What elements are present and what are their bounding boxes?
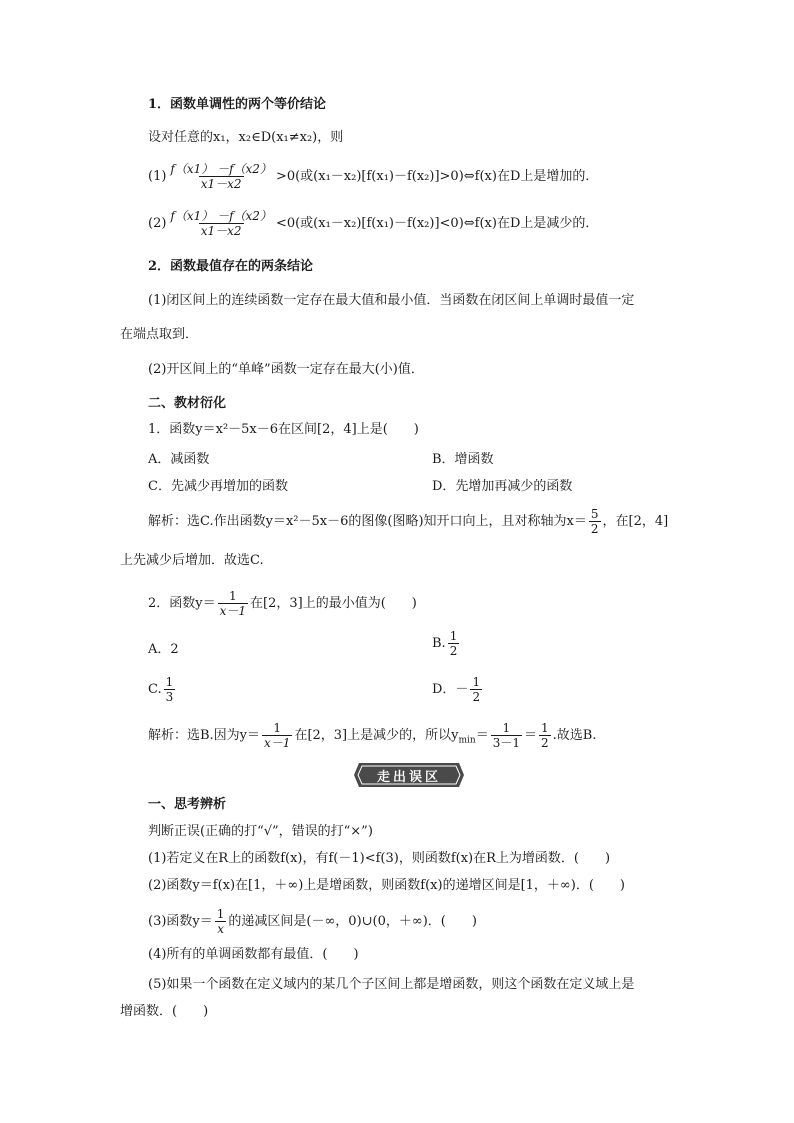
judgment-5b: 增函数．( ) [120,1004,209,1019]
eq1-fraction [168,163,274,190]
section-1-title: 1．函数单调性的两个等价结论 [148,97,327,112]
q1-axis-fraction [589,508,601,535]
j3-numerator: 1 [216,907,225,921]
equivalence-1 [148,163,598,190]
judgment-1: (1)若定义在R上的函数f(x)，有f(－1)<f(3)，则函数f(x)在R上为增函数．( ) [148,851,611,866]
judgment-3 [148,908,477,935]
q1-axis-denominator: 2 [590,522,599,536]
q1-axis-numerator: 5 [590,507,599,521]
q2-denominator: x－1 [219,604,247,618]
question-2 [148,590,417,617]
q2-sol-fraction-3 [539,722,551,749]
q2-numerator: 1 [229,589,237,603]
section-2-paragraph-2: (2)开区间上的“单峰”函数一定存在最大(小)值． [148,362,424,377]
q2-text-b: 在[2，3]上的最小值为( ) [250,596,417,611]
question-1-option-d: D．先增加再减少的函数 [432,479,573,494]
q2-sol-f2-numerator: 1 [502,721,511,735]
judgment-5a: (5)如果一个函数在定义域内的某几个子区间上都是增函数，则这个函数在定义域上是 [148,977,635,992]
q2-c-numerator: 1 [165,675,174,689]
j3-fraction [215,908,227,935]
j3-denominator: x [217,922,224,936]
q1-solution-text: 解析：选C.作出函数y＝x²－5x－6的图像(图略)知开口向上，且对称轴为x＝ [148,514,587,529]
q2-c-fraction [164,676,176,703]
section-4-title: 一、思考辨析 [148,797,227,812]
eq2-numerator: f（x1） －f（x2） [170,209,272,223]
section-2-title: 2．函数最值存在的两条结论 [148,259,314,274]
q2-sol-subscript: min [458,735,476,746]
eq1-denominator: x1－x2 [200,177,242,191]
q2-d-fraction [470,676,482,703]
q2-sol-text-e: .故选B. [552,728,597,743]
q2-c-denominator: 3 [165,690,174,704]
equivalence-2 [148,210,598,237]
q2-b-numerator: 1 [449,629,458,643]
eq2-prefix: (2) [148,216,167,231]
q2-sol-fraction-1 [262,722,292,749]
q2-b-denominator: 2 [449,644,458,658]
judgment-4: (4)所有的单调函数都有最值．( ) [148,947,359,962]
section-2-paragraph-1b: 在端点取到． [120,327,199,342]
q2-text-a: 2．函数y＝ [148,596,216,611]
j3-text-a: (3)函数y＝ [148,914,213,929]
q2-sol-fraction-2 [491,722,522,749]
q2-sol-text-a: 解析：选B.因为y＝ [148,728,261,743]
section-1-intro: 设对任意的x₁，x₂∈D(x₁≠x₂)，则 [148,130,344,145]
q2-sol-f1-numerator: 1 [273,721,282,735]
eq1-rest: >0(或(x₁－x₂)[f(x₁)－f(x₂)]>0)⇔f(x)在D上是增加的． [275,169,599,184]
question-1-solution-line-1 [148,508,668,535]
eq2-rest: <0(或(x₁－x₂)[f(x₁)－f(x₂)]<0)⇔f(x)在D上是减少的． [275,216,599,231]
section-2-paragraph-1a: (1)闭区间上的连续函数一定存在最大值和最小值．当函数在闭区间上单调时最值一定 [148,293,635,308]
section-3-title: 二、教材衍化 [148,396,227,411]
question-2-option-a: A．2 [148,642,179,657]
section-4-intro: 判断正误(正确的打“√”，错误的打“×”) [148,824,373,839]
eq1-prefix: (1) [148,169,167,184]
q2-b-fraction [448,630,460,657]
banner-label: 走出误区 [376,769,441,785]
q1-solution-interval: ，在[2，4] [602,514,669,529]
q2-sol-f2-denominator: 3－1 [492,736,520,750]
q2-b-label: B. [432,636,446,651]
q2-d-label: D．－ [432,682,469,697]
question-1-option-c: C．先减少再增加的函数 [148,479,288,494]
q2-fraction [218,590,248,617]
q2-sol-f1-denominator: x－1 [264,736,291,750]
j3-text-b: 的递减区间是(－∞，0)∪(0，＋∞)．( ) [228,914,477,929]
q2-c-label: C. [148,682,162,697]
q2-sol-f3-numerator: 1 [541,721,549,735]
eq2-fraction [168,210,274,237]
question-2-option-c [148,676,177,703]
question-2-solution [148,722,596,752]
q2-sol-f3-denominator: 2 [541,736,549,750]
question-1-solution-line-2: 上先减少后增加．故选C. [120,553,264,568]
judgment-2: (2)函数y＝f(x)在[1，＋∞)上是增函数，则函数f(x)的递增区间是[1，＋∞)．( ) [148,878,625,893]
q2-sol-text-c: ＝ [475,728,489,743]
q2-sol-text-b: 在[2，3]上是减少的，所以y [294,728,459,743]
question-1: 1．函数y＝x²－5x－6在区间[2，4]上是( ) [148,422,419,437]
eq2-denominator: x1－x2 [200,224,242,238]
eq1-numerator: f（x1） －f（x2） [170,162,272,176]
question-2-option-d [432,676,484,703]
question-2-option-b [432,630,461,657]
question-1-option-a: A．减函数 [148,452,210,467]
question-1-option-b: B．增函数 [432,452,494,467]
q2-d-numerator: 1 [472,675,481,689]
q2-sol-text-d: ＝ [523,728,537,743]
section-banner [353,762,465,788]
q2-d-denominator: 2 [472,690,481,704]
